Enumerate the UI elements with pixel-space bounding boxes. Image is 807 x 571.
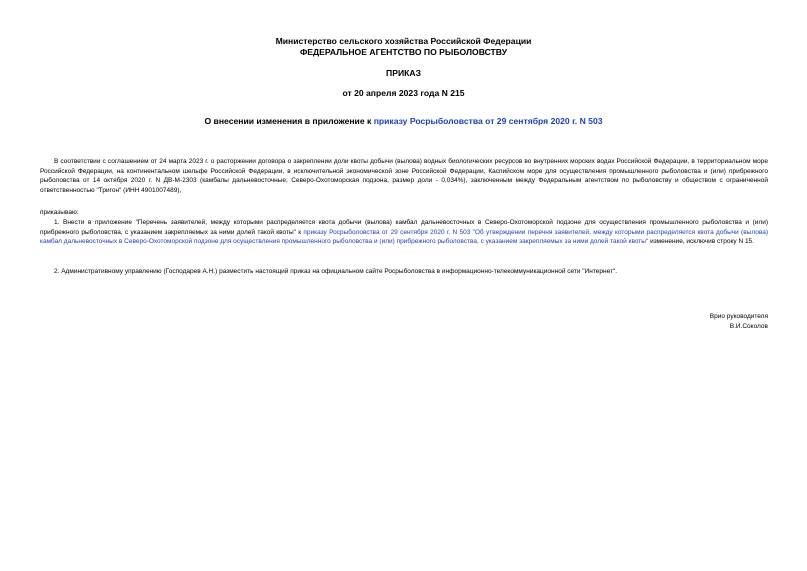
signer-position: Врио руководителя (709, 313, 768, 320)
paragraph-item-1 (40, 218, 768, 247)
ministry-name: Министерство сельского хозяйства Российской Федерации (275, 36, 532, 46)
doc-title-prefix: О внесении изменения в приложение к (204, 116, 374, 126)
item1-prefix: 1. Внести в приложение "Перечень заявителей, между которыми распределяется квота добычи (вылова) камбал дальневосточных в Северо-Охотоморской подзоне для осуществления промышленного рыболовства и (или) прибрежного рыболовства, с указанием закрепляемых за ними долей такой квоты" к (40, 219, 768, 236)
item1-order-link[interactable]: приказу Росрыболовства от 29 сентября 2020 г. N 503 (303, 228, 471, 236)
paragraph-preamble: В соответствии с соглашением от 24 марта 2023 г. о расторжении договора о закреплении доли квоты добычи (вылова) водных биологических ресурсов во внутренних морских водах Российской Федерации, в территориальном море Российской Федерации, на континентальном шельфе Российской Федерации, в исключительной экономической зоне Российской Федерации, Каспийском море для осуществления промышленного рыболовства и (или) прибрежного рыболовства от 14 октября 2020 г. N ДВ-М-2303 (камбалы дальневосточные, Северо-Охотоморская подзона, размер доли - 0,034%), заключенным между Федеральным агентством по рыболовству и обществом с ограниченной ответственностью "Тригон" (ИНН 4901007489), (40, 158, 768, 194)
header-block (0, 36, 807, 58)
order-word: приказываю: (40, 209, 79, 216)
doc-title (0, 116, 807, 126)
doc-type: ПРИКАЗ (386, 68, 421, 78)
paragraph-item-2: 2. Административному управлению (Господарев А.Н.) разместить настоящий приказ на официальном сайте Росрыболовства в информационно-телекоммуникационной сети "Интернет". (54, 268, 618, 275)
signer-name: В.И.Соколов (729, 323, 768, 330)
doc-title-link[interactable]: приказу Росрыболовства от 29 сентября 2020 г. N 503 (373, 116, 603, 126)
item1-title-link[interactable]: "Об утверждении перечня заявителей, между которыми распределяется квота добычи (вылова) камбал дальневосточных в Северо-Охотоморской подзоне для осуществления промышленного рыболовства и (или) прибрежного рыболовства, с указанием закрепляемых за ними долей такой квоты" (40, 228, 768, 246)
signature-block (710, 312, 768, 332)
agency-name: ФЕДЕРАЛЬНОЕ АГЕНТСТВО ПО РЫБОЛОВСТВУ (299, 47, 508, 57)
doc-date-number: от 20 апреля 2023 года N 215 (342, 88, 465, 98)
item1-suffix: изменение, исключив строку N 15. (648, 238, 754, 246)
